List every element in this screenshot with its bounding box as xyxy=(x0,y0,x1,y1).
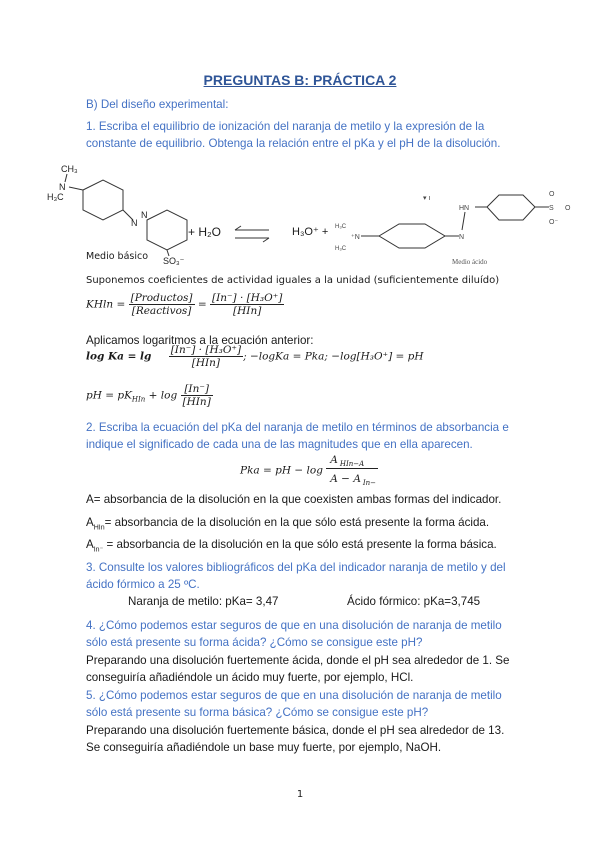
svg-text:N: N xyxy=(141,210,148,220)
log-equation xyxy=(86,344,424,369)
question-1: 1. Escriba el equilibrio de ionización del naranja de metilo y la expresión de la constante de equilibrio. Obtenga la relación entre el pKa y el pH de la disolución. xyxy=(86,120,501,150)
definition-text: = absorbancia de la disolución en la que sólo está presente la forma ácida. xyxy=(104,516,490,529)
svg-text:N: N xyxy=(59,182,66,192)
assumption-text: Suponemos coeficientes de actividad iguales a la unidad (suficientemente diluído) xyxy=(86,275,500,286)
formic-acid-pka: Ácido fórmico: pKa=3,745 xyxy=(347,595,481,608)
eq-denominator: A − A xyxy=(330,473,361,486)
products: [Productos] xyxy=(130,292,193,304)
svg-text:▾ ı: ▾ ı xyxy=(423,195,431,202)
eq-rest: ; −logKa = Pka; −log[H₃O⁺] = pH xyxy=(243,350,424,363)
eq-numerator: [In⁻] xyxy=(181,383,213,396)
answer-5: Preparando una disolución fuertemente básica, donde el pH sea alrededor de 13. Se conseguiría añadiéndole un base muy fuerte, por ejemplo, NaOH. xyxy=(86,724,505,754)
svg-text:O: O xyxy=(565,205,571,212)
svg-text:⁺N: ⁺N xyxy=(351,234,360,241)
eq-mid: + log xyxy=(145,389,178,402)
eq-num-sub: HIn−A xyxy=(339,460,365,469)
eq-lhs: Pka = pH − log xyxy=(240,464,323,477)
svg-text:N: N xyxy=(459,234,465,241)
svg-text:HN: HN xyxy=(459,205,470,212)
definition-text: = absorbancia de la disolución en la que coexisten ambas formas del indicador. xyxy=(93,493,502,506)
page-title: PREGUNTAS B: PRÁCTICA 2 xyxy=(203,72,397,88)
section-heading: B) Del diseño experimental: xyxy=(86,98,229,111)
apply-logs-text: Aplicamos logaritmos a la ecuación anterior: xyxy=(86,334,314,347)
acid-medium-label: Medio ácido xyxy=(452,258,488,266)
svg-text:N: N xyxy=(131,218,138,228)
hydronium-product: H₃O⁺ + xyxy=(292,226,329,238)
definition-text: = absorbancia de la disolución en la que sólo está presente la forma básica. xyxy=(103,538,497,551)
question-5: 5. ¿Cómo podemos estar seguros de que en una disolución de naranja de metilo sólo está presente su forma básica? ¿Cómo se consigue este pH? xyxy=(86,689,502,719)
question-2: 2. Escriba la ecuación del pKa del naranja de metilo en términos de absorbancia e indique el significado de cada una de las magnitudes que en ella aparecen. xyxy=(86,421,509,451)
question-4: 4. ¿Cómo podemos estar seguros de que en una disolución de naranja de metilo sólo está presente su forma ácida? ¿Cómo se consigue este pH? xyxy=(86,619,502,649)
eq-denominator: [HIn] xyxy=(191,357,221,369)
reactants: [Reactivos] xyxy=(131,305,192,317)
basic-medium-label: Medio básico xyxy=(86,251,149,262)
definition-a xyxy=(86,491,516,508)
symbol-sub: In⁻ xyxy=(93,546,104,554)
equilibrium-constant-equation: KHln = $\frac{\text{[Productos]}}{\text{[Reactivos]}}$ = $\frac{\text{[In⁻] · [H₃O⁺]}}{\text{[HIn]}}$ xyxy=(86,292,283,317)
water-reactant: + H₂O xyxy=(188,225,221,239)
svg-text:CH₃: CH₃ xyxy=(61,164,78,174)
definition-ain xyxy=(86,536,516,558)
eq-sub: HIn xyxy=(131,395,146,404)
question-3: 3. Consulte los valores bibliográficos del pKa del indicador naranja de metilo y del ácido fórmico a 25 ºC. xyxy=(86,561,506,591)
eq-numerator: A xyxy=(330,454,338,466)
eq-denominator: [HIn] xyxy=(233,305,262,317)
symbol: A xyxy=(86,516,94,529)
symbol-sub: HIn xyxy=(93,524,105,532)
eq-denominator: [HIn] xyxy=(182,396,211,408)
symbol: A xyxy=(86,538,94,551)
svg-text:O⁻: O⁻ xyxy=(549,219,559,226)
definition-ahin xyxy=(86,514,516,536)
methyl-orange-pka: Naranja de metilo: pKa= 3,47 xyxy=(128,595,279,608)
eq-numerator: [In⁻] · [H₃O⁺] xyxy=(212,292,283,304)
henderson-equation xyxy=(86,383,213,408)
svg-text:H₃C: H₃C xyxy=(47,192,64,202)
answer-4: Preparando una disolución fuertemente ácida, donde el pH sea alrededor de 1. Se conseguiría añadiéndole un ácido muy fuerte, por ejemplo, HCl. xyxy=(86,654,510,684)
eq-den-sub: In− xyxy=(362,479,377,488)
svg-text:S: S xyxy=(549,205,554,212)
svg-text:H₃C: H₃C xyxy=(335,246,347,252)
eq-lhs: pH = pK xyxy=(86,389,132,402)
page-number: 1 xyxy=(296,789,304,800)
eq-numerator: [In⁻] · [H₃O⁺] xyxy=(170,344,242,356)
eq-lhs: KHln = xyxy=(86,298,126,311)
svg-text:H₃C: H₃C xyxy=(335,224,347,230)
svg-text:SO₃⁻: SO₃⁻ xyxy=(163,256,185,266)
svg-text:O: O xyxy=(549,191,555,198)
absorbance-equation xyxy=(240,454,378,487)
eq-lhs: log Ka = lg xyxy=(86,350,152,363)
symbol: A xyxy=(86,493,94,506)
